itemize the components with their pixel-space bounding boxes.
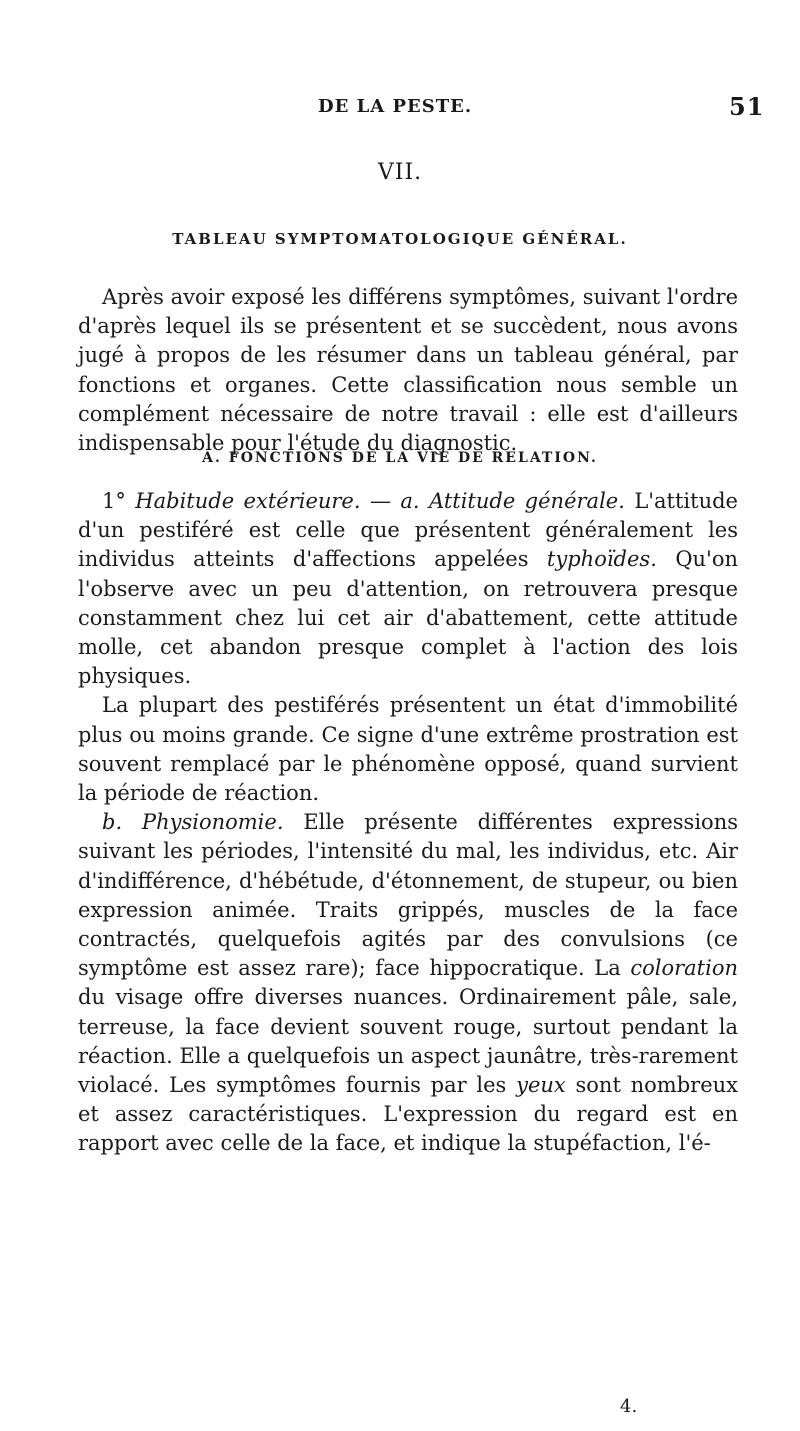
section-number: VII. — [377, 160, 423, 185]
para3-text-1: Elle présente différentes expressions suivant les périodes, l'intensité du mal, les individus, etc. Air d'indifférence, d'hébétude, d'étonnement, de stupeur, ou bien expression animée. Traits grippés, muscles de la face contractés, quelquefois agités par des convulsions (ce symptôme est assez rare); face hippocratique. La — [78, 810, 738, 981]
paragraph-2: La plupart des pestiférés présentent un état d'immobilité plus ou moins grande. Ce signe d'une extrême prostration est souvent remplacé par le phénomène opposé, quand survient la période de réaction. — [78, 693, 738, 806]
para1-italic-1: Habitude extérieure. — [135, 489, 361, 513]
para3-italic-1: b. Physionomie. — [102, 810, 284, 835]
page-number: 51 — [729, 92, 765, 121]
para3-text-2: du visage offre diverses nuances. Ordinairement pâle, sale, terreuse, la face devient souvent rouge, surtout pendant la réaction. Elle a quelquefois un aspect jaunâtre, très-rarement violacé. Les symptômes fournis par les — [78, 985, 738, 1098]
para1-italic-2: a. Attitude générale. — [400, 489, 625, 513]
para1-text-2: Qu'on l'observe avec un peu d'attention, on retrouvera presque constamment chez lui cet air d'abattement, cette attitude molle, cet abandon presque complet à l'action des lois physiques. — [78, 547, 739, 689]
para1-lead: 1° — [102, 489, 136, 513]
paragraph-3 — [78, 808, 738, 1158]
para1-text-1: L'attitude d'un pestiféré est celle que présentent généralement les individus atteints d'affections appelées — [78, 489, 738, 572]
para3-italic-2: coloration — [630, 956, 738, 981]
intro-block — [78, 283, 738, 458]
signature-mark: 4. — [620, 1396, 638, 1417]
running-title: DE LA PESTE. — [318, 96, 473, 117]
main-text — [78, 487, 738, 1159]
subheading: A. FONCTIONS DE LA VIE DE RELATION. — [202, 450, 598, 466]
para1-sep: — — [360, 489, 401, 513]
intro-paragraph: Après avoir exposé les différens symptômes, suivant l'ordre d'après lequel ils se présentent et se succèdent, nous avons jugé à propos de les résumer dans un tableau général, par fonctions et organes. Cette classification nous semble un complément nécessaire de notre travail : elle est d'ailleurs indispensable pour l'étude du diagnostic. — [78, 285, 738, 456]
para1-italic-3: typhoïdes. — [546, 547, 657, 572]
para3-text-3: sont nombreux et assez caractéristiques. L'expression du regard est en rapport avec celle de la face, et indique la stupéfaction, l'é- — [78, 1073, 738, 1156]
section-title: TABLEAU SYMPTOMATOLOGIQUE GÉNÉRAL. — [172, 230, 628, 248]
para3-italic-3: yeux — [516, 1073, 566, 1098]
paragraph-1 — [78, 487, 738, 691]
